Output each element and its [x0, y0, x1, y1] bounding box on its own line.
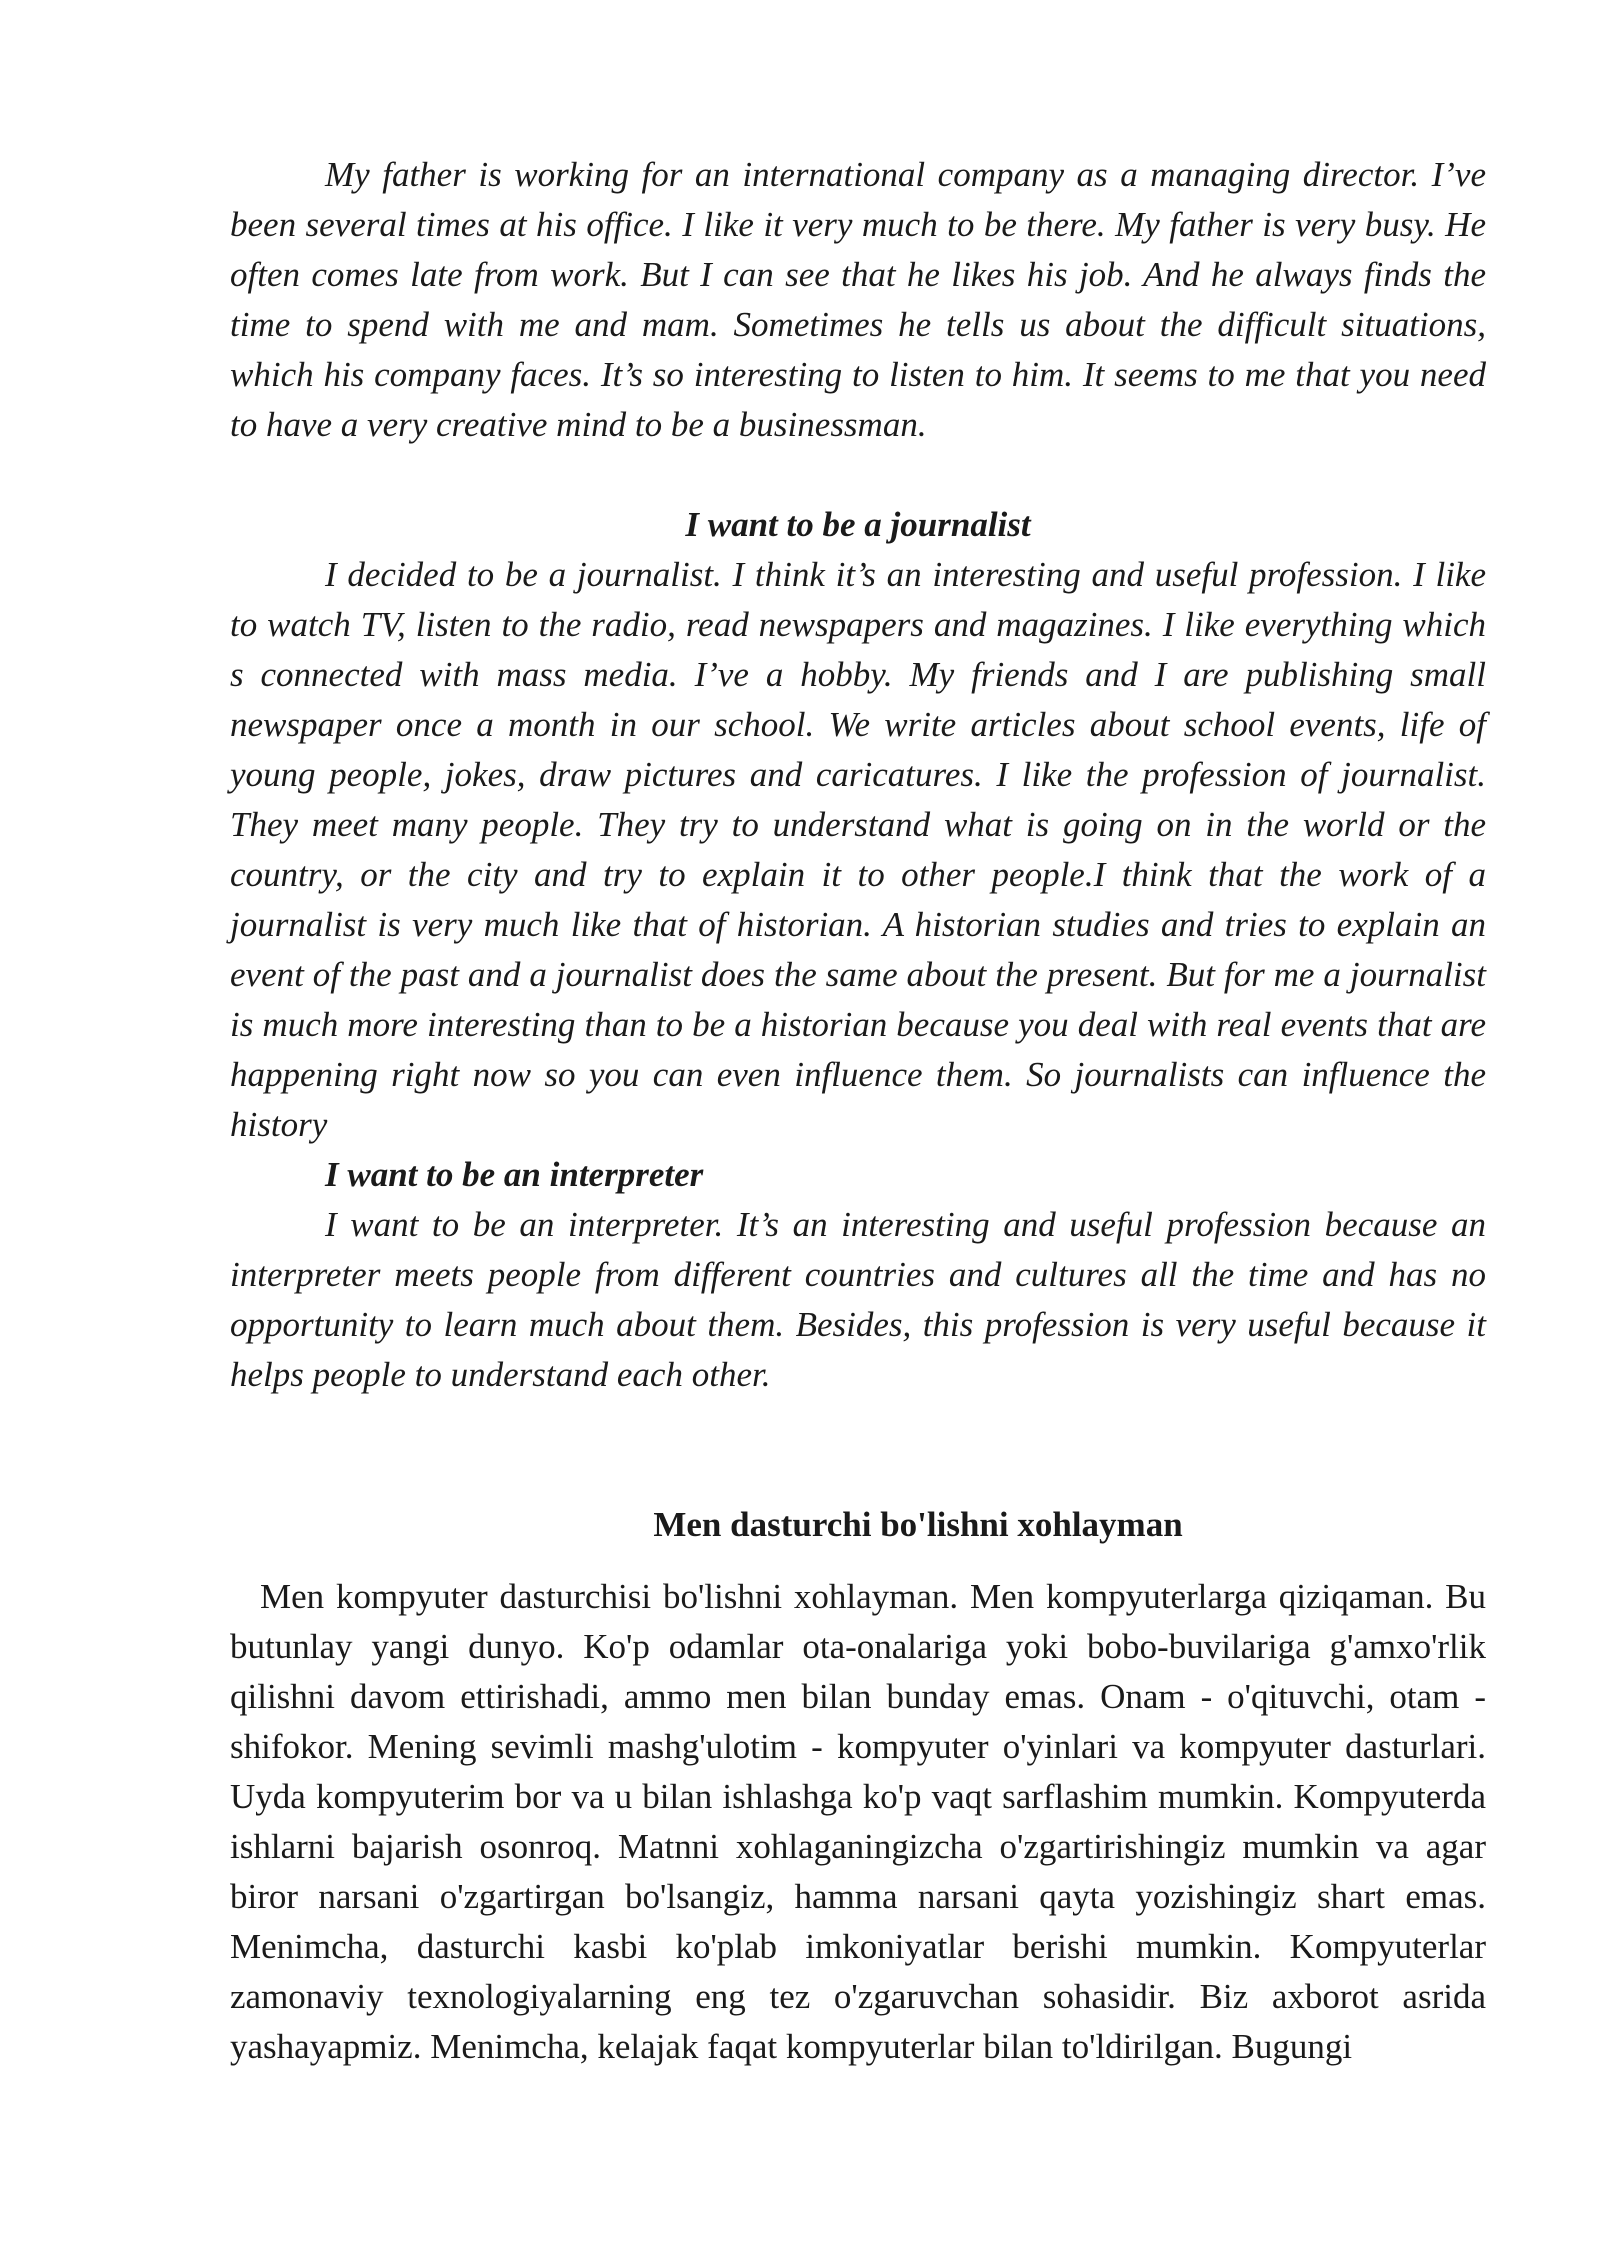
document-page — [230, 150, 1486, 2072]
journalist-paragraph: I decided to be a journalist. I think it’s an interesting and useful profession. I like to watch TV, listen to the radio, read newspapers and magazines. I like everything which s connected with mass media. I’ve a hobby. My friends and I are publishing small newspaper once a month in our school. We write articles about school events, life of young people, jokes, draw pictures and caricatures. I like the profession of journalist. They meet many people. They try to understand what is going on in the world or the country, or the city and try to explain it to other people.I think that the work of a journalist is very much like that of historian. A historian studies and tries to explain an event of the past and a journalist does the same about the present. But for me a journalist is much more interesting than to be a historian because you deal with real events that are happening right now so you can even influence them. So journalists can influence the history — [230, 555, 1486, 1144]
programmer-paragraph: Men kompyuter dasturchisi bo'lishni xohlayman. Men kompyuterlarga qiziqaman. Bu butunlay yangi dunyo. Ko'p odamlar ota-onalariga yoki bobo-buvilariga g'amxo'rlik qilishni davom ettirishadi, ammo men bilan bunday emas. Onam - o'qituvchi, otam - shifokor. Mening sevimli mashg'ulotim - kompyuter o'yinlari va kompyuter dasturlari. Uyda kompyuterim bor va u bilan ishlashga ko'p vaqt sarflashim mumkin. Kompyuterda ishlarni bajarish osonroq. Matnni xohlaganingizcha o'zgartirishingiz mumkin va agar biror narsani o'zgartirgan bo'lsangiz, hamma narsani qayta yozishingiz shart emas. Menimcha, dasturchi kasbi ko'plab imkoniyatlar berishi mumkin. Kompyuterlar zamonaviy texnologiyalarning eng tez o'zgaruvchan sohasidir. Biz axborot asrida yashayapmiz. Menimcha, kelajak faqat kompyuterlar bilan to'ldirilgan. Bugungi — [230, 1577, 1486, 2066]
spacer — [230, 1550, 1486, 1572]
spacer — [230, 450, 1486, 500]
interpreter-paragraph: I want to be an interpreter. It’s an interesting and useful profession because an interpreter meets people from different countries and cultures all the time and has no opportunity to learn much about them. Besides, this profession is very useful because it helps people to understand each other. — [230, 1205, 1486, 1394]
father-paragraph: My father is working for an international company as a managing director. I’ve been several times at his office. I like it very much to be there. My father is very busy. He often comes late from work. But I can see that he likes his job. And he always finds the time to spend with me and mam. Sometimes he tells us about the difficult situations, which his company faces. It’s so interesting to listen to him. It seems to me that you need to have a very creative mind to be a businessman. — [230, 155, 1486, 444]
programmer-heading: Men dasturchi bo'lishni xohlayman — [653, 1505, 1183, 1544]
journalist-heading: I want to be a journalist — [685, 505, 1031, 544]
interpreter-heading: I want to be an interpreter — [325, 1155, 704, 1194]
spacer — [230, 1400, 1486, 1500]
